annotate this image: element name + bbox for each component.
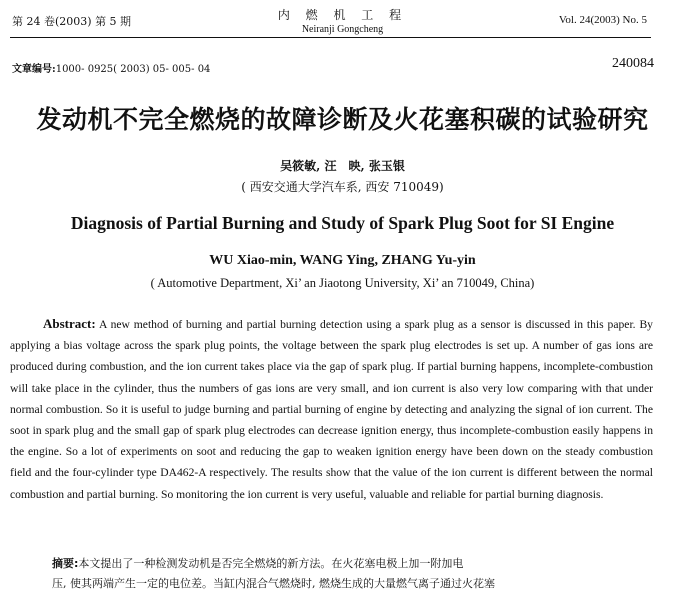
abstract-cn xyxy=(52,554,652,594)
abstract-cn-text-1: 本文提出了一种检测发动机是否完全燃烧的新方法。在火花塞电极上加一附加电 xyxy=(78,557,464,570)
authors-cn: 吴筱敏, 汪 映, 张玉银 xyxy=(280,159,405,173)
abstract-cn-line-1 xyxy=(52,554,652,574)
affiliation-cn: ( 西安交通大学汽车系, 西安 710049) xyxy=(241,180,444,194)
abstract-cn-label: 摘要: xyxy=(52,557,79,570)
journal-title-pinyin: Neiranji Gongcheng xyxy=(301,24,384,35)
header-volume-en: Vol. 24(2003) No. 5 xyxy=(558,14,647,26)
title-en: Diagnosis of Partial Burning and Study of Spark Plug Soot for SI Engine xyxy=(70,213,615,233)
abstract-en xyxy=(10,313,653,505)
title-cn: 发动机不完全燃烧的故障诊断及火花塞积碳的试验研究 xyxy=(36,105,649,134)
affiliation-en: ( Automotive Department, Xi’ an Jiaotong University, Xi’ an 710049, China) xyxy=(150,276,535,290)
abstract-en-label: Abstract: xyxy=(43,316,96,331)
header-divider xyxy=(10,37,651,38)
authors-en: WU Xiao-min, WANG Ying, ZHANG Yu-yin xyxy=(209,253,476,268)
abstract-cn-line-2: 压, 使其两端产生一定的电位差。当缸内混合气燃烧时, 燃烧生成的大量燃气离子通过火花塞 xyxy=(52,577,495,590)
header-volume-cn: 第 24 卷(2003) 第 5 期 xyxy=(12,15,132,28)
article-number xyxy=(12,60,210,75)
article-code: 240084 xyxy=(612,56,654,71)
article-number-label: 文章编号: xyxy=(12,64,56,75)
journal-title-cn: 内 燃 机 工 程 xyxy=(277,8,408,22)
abstract-en-text: A new method of burning and partial burning detection using a spark plug as a sensor is discussed in this paper. By applying a bias voltage across the spark plug points, the voltage between the spark plug electrodes is set up. A number of gas ions are produced during combustion, and the ion current takes place via the gap of spark plug. If partial burning happens, incomplete-combustion will take place in the cylinder, thus the numbers of gas ions are very small, and ion current is also very low comparing with that under normal combustion. So it is useful to judge burning and partial burning of engine by detecting and analyzing the signal of ion current. The soot in spark plug and the small gap of spark plug electrodes can decrease ignition energy, thus incomplete-combustion easily happens in the engine. So a lot of experiments on soot and reducing the gap to weaken ignition energy have been down on the steady combustion field and the four-cylinder type DA462-A respectively. The results show that the value of the ion current is different between the normal combustion and partial burning. So monitoring the ion current is very useful, valuable and reliable for partial burning diagnosis. xyxy=(10,318,653,501)
article-number-value: 1000- 0925( 2003) 05- 005- 04 xyxy=(55,64,211,75)
